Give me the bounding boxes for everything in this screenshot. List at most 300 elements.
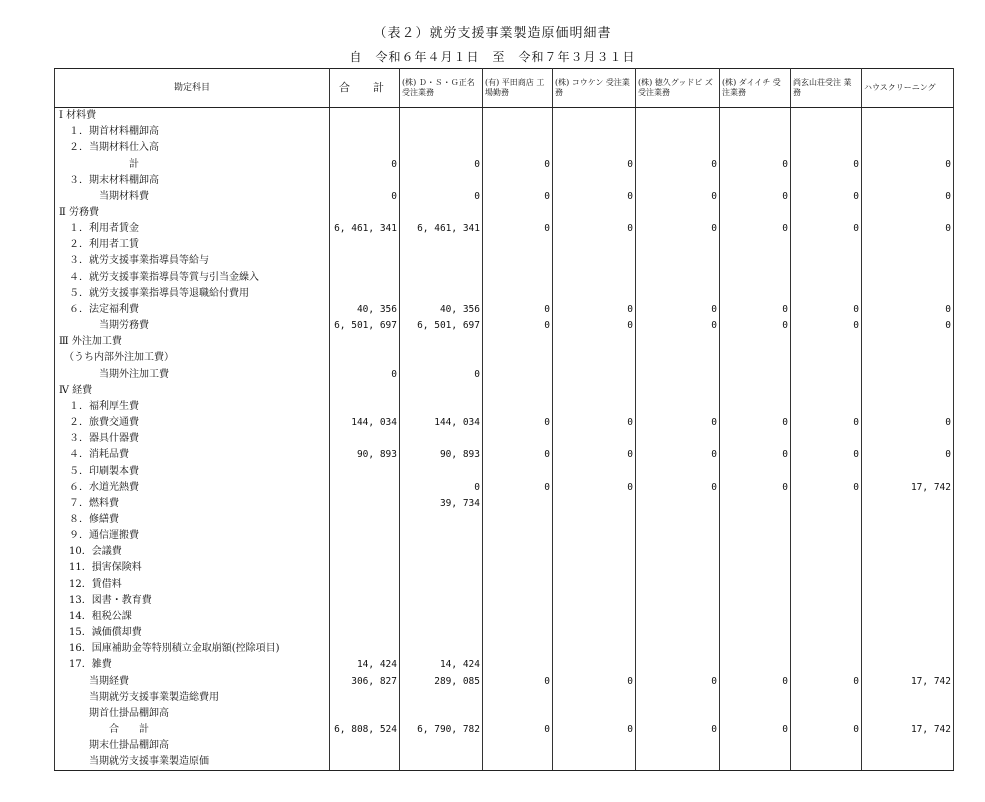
value-cell: 6, 501, 697 <box>330 318 400 334</box>
value-cell <box>483 367 553 383</box>
table-row <box>55 399 954 415</box>
value-cell <box>330 690 400 706</box>
value-cell: 0 <box>862 318 954 334</box>
value-cell <box>553 124 636 140</box>
table-row <box>55 302 954 318</box>
value-cell <box>553 350 636 366</box>
value-cell: 0 <box>720 221 791 237</box>
table-row <box>55 253 954 269</box>
value-cell <box>553 383 636 399</box>
value-cell <box>400 205 483 221</box>
table-row <box>55 270 954 286</box>
value-cell <box>636 544 720 560</box>
table-row <box>55 528 954 544</box>
value-cell <box>636 706 720 722</box>
value-cell: 306, 827 <box>330 673 400 689</box>
value-cell <box>791 253 862 269</box>
value-cell <box>720 528 791 544</box>
value-cell <box>330 253 400 269</box>
table-row <box>55 383 954 399</box>
value-cell <box>862 140 954 156</box>
value-cell <box>483 286 553 302</box>
value-cell <box>553 657 636 673</box>
value-cell <box>483 577 553 593</box>
value-cell <box>330 140 400 156</box>
value-cell: 0 <box>720 189 791 205</box>
value-cell <box>862 609 954 625</box>
value-cell <box>636 496 720 512</box>
value-cell <box>791 625 862 641</box>
value-cell <box>791 237 862 253</box>
value-cell <box>720 690 791 706</box>
value-cell <box>862 367 954 383</box>
value-cell: 144, 034 <box>400 415 483 431</box>
table-row <box>55 512 954 528</box>
value-cell <box>862 560 954 576</box>
value-cell <box>791 544 862 560</box>
table-row <box>55 609 954 625</box>
value-cell: 0 <box>720 156 791 172</box>
value-cell <box>791 657 862 673</box>
value-cell <box>862 706 954 722</box>
value-cell <box>862 334 954 350</box>
value-cell: 90, 893 <box>330 447 400 463</box>
value-cell: 6, 461, 341 <box>330 221 400 237</box>
row-label: 計 <box>55 156 330 172</box>
value-cell <box>400 754 483 771</box>
value-cell <box>330 205 400 221</box>
cost-statement-table <box>54 68 954 771</box>
value-cell <box>330 124 400 140</box>
value-cell <box>862 577 954 593</box>
value-cell <box>400 237 483 253</box>
table-row <box>55 577 954 593</box>
value-cell <box>553 205 636 221</box>
value-cell: 0 <box>636 318 720 334</box>
value-cell <box>553 754 636 771</box>
table-row <box>55 334 954 350</box>
value-cell: 0 <box>791 480 862 496</box>
value-cell <box>483 173 553 189</box>
row-label: ６．法定福利費 <box>55 302 330 318</box>
value-cell <box>483 738 553 754</box>
value-cell <box>400 577 483 593</box>
value-cell <box>791 124 862 140</box>
row-label: 当期労務費 <box>55 318 330 334</box>
value-cell: 0 <box>862 156 954 172</box>
value-cell <box>636 367 720 383</box>
value-cell <box>720 657 791 673</box>
value-cell <box>483 544 553 560</box>
value-cell <box>553 463 636 479</box>
value-cell <box>636 270 720 286</box>
value-cell <box>553 641 636 657</box>
value-cell <box>720 512 791 528</box>
value-cell <box>483 690 553 706</box>
value-cell <box>791 577 862 593</box>
value-cell <box>483 253 553 269</box>
value-cell <box>330 431 400 447</box>
value-cell <box>720 641 791 657</box>
value-cell <box>862 593 954 609</box>
value-cell: 0 <box>400 156 483 172</box>
value-cell: 0 <box>553 318 636 334</box>
table-row <box>55 221 954 237</box>
value-cell <box>636 334 720 350</box>
row-label: Ⅳ 経費 <box>55 383 330 399</box>
row-label: ２．旅費交通費 <box>55 415 330 431</box>
row-label: Ⅰ 材料費 <box>55 108 330 125</box>
value-cell: 0 <box>483 318 553 334</box>
value-cell <box>791 350 862 366</box>
value-cell <box>636 108 720 125</box>
row-label: 11．損害保険料 <box>55 560 330 576</box>
value-cell <box>553 577 636 593</box>
value-cell <box>330 593 400 609</box>
value-cell <box>862 253 954 269</box>
value-cell <box>400 512 483 528</box>
value-cell <box>791 609 862 625</box>
row-label: ５．印刷製本費 <box>55 463 330 479</box>
table-row <box>55 722 954 738</box>
value-cell <box>400 609 483 625</box>
value-cell <box>483 108 553 125</box>
value-cell <box>483 205 553 221</box>
value-cell <box>720 754 791 771</box>
value-cell <box>553 367 636 383</box>
table-row <box>55 367 954 383</box>
value-cell <box>636 173 720 189</box>
table-row <box>55 447 954 463</box>
value-cell <box>400 334 483 350</box>
value-cell <box>330 625 400 641</box>
value-cell: 0 <box>553 302 636 318</box>
value-cell <box>791 399 862 415</box>
value-cell <box>483 528 553 544</box>
value-cell <box>330 399 400 415</box>
value-cell <box>791 496 862 512</box>
table-row <box>55 189 954 205</box>
value-cell: 0 <box>483 447 553 463</box>
value-cell <box>720 108 791 125</box>
value-cell <box>553 173 636 189</box>
header-tokuhisa: (株) 徳久グッドビ ズ受注業務 <box>636 69 720 108</box>
row-label: 合 計 <box>55 722 330 738</box>
value-cell: 0 <box>483 673 553 689</box>
value-cell <box>553 738 636 754</box>
table-row <box>55 156 954 172</box>
value-cell: 0 <box>720 415 791 431</box>
value-cell <box>483 350 553 366</box>
table-row <box>55 593 954 609</box>
value-cell: 0 <box>791 447 862 463</box>
table-row <box>55 690 954 706</box>
value-cell <box>636 738 720 754</box>
value-cell <box>862 108 954 125</box>
value-cell: 17, 742 <box>862 722 954 738</box>
value-cell <box>330 560 400 576</box>
value-cell <box>720 334 791 350</box>
value-cell <box>720 237 791 253</box>
value-cell: 0 <box>862 221 954 237</box>
value-cell <box>330 480 400 496</box>
value-cell: 0 <box>400 189 483 205</box>
table-row <box>55 657 954 673</box>
row-label: ４．消耗品費 <box>55 447 330 463</box>
table-row <box>55 738 954 754</box>
value-cell: 0 <box>791 189 862 205</box>
value-cell <box>720 625 791 641</box>
value-cell: 0 <box>400 367 483 383</box>
value-cell: 0 <box>483 189 553 205</box>
row-label: １．期首材料棚卸高 <box>55 124 330 140</box>
value-cell <box>720 350 791 366</box>
fiscal-period: 自 令和６年４月１日 至 令和７年３月３１日 <box>349 50 636 64</box>
value-cell <box>483 399 553 415</box>
value-cell <box>400 108 483 125</box>
value-cell <box>720 205 791 221</box>
value-cell <box>791 334 862 350</box>
value-cell <box>553 286 636 302</box>
value-cell <box>483 593 553 609</box>
table-row <box>55 496 954 512</box>
row-label: 14．租税公課 <box>55 609 330 625</box>
value-cell: 0 <box>636 156 720 172</box>
row-label: Ⅱ 労務費 <box>55 205 330 221</box>
value-cell <box>330 528 400 544</box>
value-cell <box>791 108 862 125</box>
row-label: 期首仕掛品棚卸高 <box>55 706 330 722</box>
value-cell <box>636 399 720 415</box>
value-cell <box>720 738 791 754</box>
value-cell <box>400 690 483 706</box>
table-row <box>55 140 954 156</box>
value-cell <box>483 237 553 253</box>
value-cell <box>791 286 862 302</box>
value-cell: 39, 734 <box>400 496 483 512</box>
value-cell <box>483 641 553 657</box>
table-row <box>55 706 954 722</box>
value-cell <box>330 334 400 350</box>
value-cell: 0 <box>636 447 720 463</box>
value-cell <box>483 706 553 722</box>
table-row <box>55 286 954 302</box>
value-cell <box>483 124 553 140</box>
value-cell <box>720 399 791 415</box>
value-cell: 0 <box>791 156 862 172</box>
row-label: ３．就労支援事業指導員等給与 <box>55 253 330 269</box>
value-cell <box>791 706 862 722</box>
value-cell: 0 <box>862 447 954 463</box>
value-cell <box>553 108 636 125</box>
value-cell: 0 <box>553 722 636 738</box>
value-cell <box>553 544 636 560</box>
table-row <box>55 237 954 253</box>
value-cell: 0 <box>553 447 636 463</box>
value-cell <box>720 253 791 269</box>
row-label: ７．燃料費 <box>55 496 330 512</box>
row-label: ５．就労支援事業指導員等退職給付費用 <box>55 286 330 302</box>
value-cell <box>400 738 483 754</box>
value-cell <box>791 528 862 544</box>
value-cell: 6, 790, 782 <box>400 722 483 738</box>
value-cell <box>636 690 720 706</box>
value-cell <box>791 383 862 399</box>
table-row <box>55 625 954 641</box>
header-kouken: (株) コウケン 受注業務 <box>553 69 636 108</box>
value-cell: 0 <box>330 156 400 172</box>
value-cell: 0 <box>791 673 862 689</box>
value-cell <box>553 593 636 609</box>
value-cell <box>330 641 400 657</box>
value-cell <box>791 140 862 156</box>
table-row <box>55 431 954 447</box>
value-cell <box>553 560 636 576</box>
value-cell: 0 <box>862 302 954 318</box>
header-row <box>55 69 954 108</box>
value-cell <box>636 286 720 302</box>
value-cell <box>720 431 791 447</box>
row-label: 16．国庫補助金等特別積立金取崩額(控除項目) <box>55 641 330 657</box>
value-cell <box>553 399 636 415</box>
value-cell <box>636 641 720 657</box>
value-cell <box>330 496 400 512</box>
row-label: ２．利用者工賃 <box>55 237 330 253</box>
row-label: ９．通信運搬費 <box>55 528 330 544</box>
table-row <box>55 544 954 560</box>
value-cell: 144, 034 <box>330 415 400 431</box>
table-row <box>55 173 954 189</box>
value-cell: 0 <box>720 302 791 318</box>
document-title: （表２）就労支援事業製造原価明細書 <box>373 26 612 41</box>
table-row <box>55 560 954 576</box>
value-cell <box>862 286 954 302</box>
value-cell <box>862 205 954 221</box>
value-cell: 0 <box>483 156 553 172</box>
value-cell <box>483 496 553 512</box>
value-cell <box>862 350 954 366</box>
row-label: 当期材料費 <box>55 189 330 205</box>
value-cell: 0 <box>791 415 862 431</box>
value-cell <box>862 463 954 479</box>
value-cell <box>553 431 636 447</box>
value-cell <box>330 738 400 754</box>
value-cell <box>862 512 954 528</box>
row-label: ３．期末材料棚卸高 <box>55 173 330 189</box>
value-cell <box>483 754 553 771</box>
value-cell <box>862 399 954 415</box>
value-cell <box>400 383 483 399</box>
table-row <box>55 205 954 221</box>
row-label: 15．減価償却費 <box>55 625 330 641</box>
value-cell <box>862 431 954 447</box>
value-cell <box>791 431 862 447</box>
value-cell <box>720 496 791 512</box>
value-cell <box>400 463 483 479</box>
value-cell <box>862 124 954 140</box>
value-cell: 0 <box>636 221 720 237</box>
value-cell <box>400 528 483 544</box>
value-cell: 6, 501, 697 <box>400 318 483 334</box>
value-cell: 0 <box>483 722 553 738</box>
value-cell <box>862 754 954 771</box>
row-label: 当期外注加工費 <box>55 367 330 383</box>
value-cell <box>791 593 862 609</box>
value-cell: 0 <box>553 480 636 496</box>
value-cell <box>636 657 720 673</box>
value-cell <box>553 237 636 253</box>
value-cell: 90, 893 <box>400 447 483 463</box>
row-label: 当期経費 <box>55 673 330 689</box>
value-cell <box>720 593 791 609</box>
header-hirata: (有) 平田商店 工場勤務 <box>483 69 553 108</box>
value-cell <box>330 350 400 366</box>
value-cell <box>720 124 791 140</box>
row-label: 12．賃借料 <box>55 577 330 593</box>
table-row <box>55 673 954 689</box>
value-cell: 0 <box>483 302 553 318</box>
value-cell <box>636 577 720 593</box>
value-cell <box>400 399 483 415</box>
value-cell <box>720 367 791 383</box>
value-cell <box>483 657 553 673</box>
value-cell <box>483 140 553 156</box>
value-cell <box>862 657 954 673</box>
value-cell <box>862 641 954 657</box>
value-cell <box>483 512 553 528</box>
table-row <box>55 108 954 125</box>
value-cell <box>720 140 791 156</box>
value-cell <box>400 593 483 609</box>
value-cell <box>400 706 483 722</box>
value-cell <box>400 544 483 560</box>
value-cell <box>636 593 720 609</box>
value-cell <box>862 544 954 560</box>
value-cell <box>720 577 791 593</box>
value-cell <box>330 463 400 479</box>
value-cell <box>636 528 720 544</box>
value-cell <box>791 173 862 189</box>
value-cell <box>636 431 720 447</box>
value-cell: 0 <box>791 722 862 738</box>
value-cell <box>636 754 720 771</box>
header-house-cleaning: ハウスクリーニング <box>862 69 954 108</box>
value-cell: 0 <box>330 367 400 383</box>
value-cell: 6, 808, 524 <box>330 722 400 738</box>
value-cell <box>636 124 720 140</box>
value-cell <box>330 108 400 125</box>
table-row <box>55 124 954 140</box>
row-label: Ⅲ 外注加工費 <box>55 334 330 350</box>
value-cell: 0 <box>330 189 400 205</box>
value-cell <box>400 270 483 286</box>
value-cell <box>862 173 954 189</box>
value-cell <box>330 237 400 253</box>
value-cell <box>862 625 954 641</box>
value-cell <box>636 205 720 221</box>
value-cell <box>862 528 954 544</box>
row-label: ３．器具什器費 <box>55 431 330 447</box>
value-cell <box>400 350 483 366</box>
value-cell <box>400 253 483 269</box>
value-cell: 0 <box>400 480 483 496</box>
value-cell <box>330 270 400 286</box>
value-cell <box>483 334 553 350</box>
value-cell <box>483 609 553 625</box>
value-cell: 0 <box>553 673 636 689</box>
value-cell <box>791 270 862 286</box>
value-cell <box>720 383 791 399</box>
